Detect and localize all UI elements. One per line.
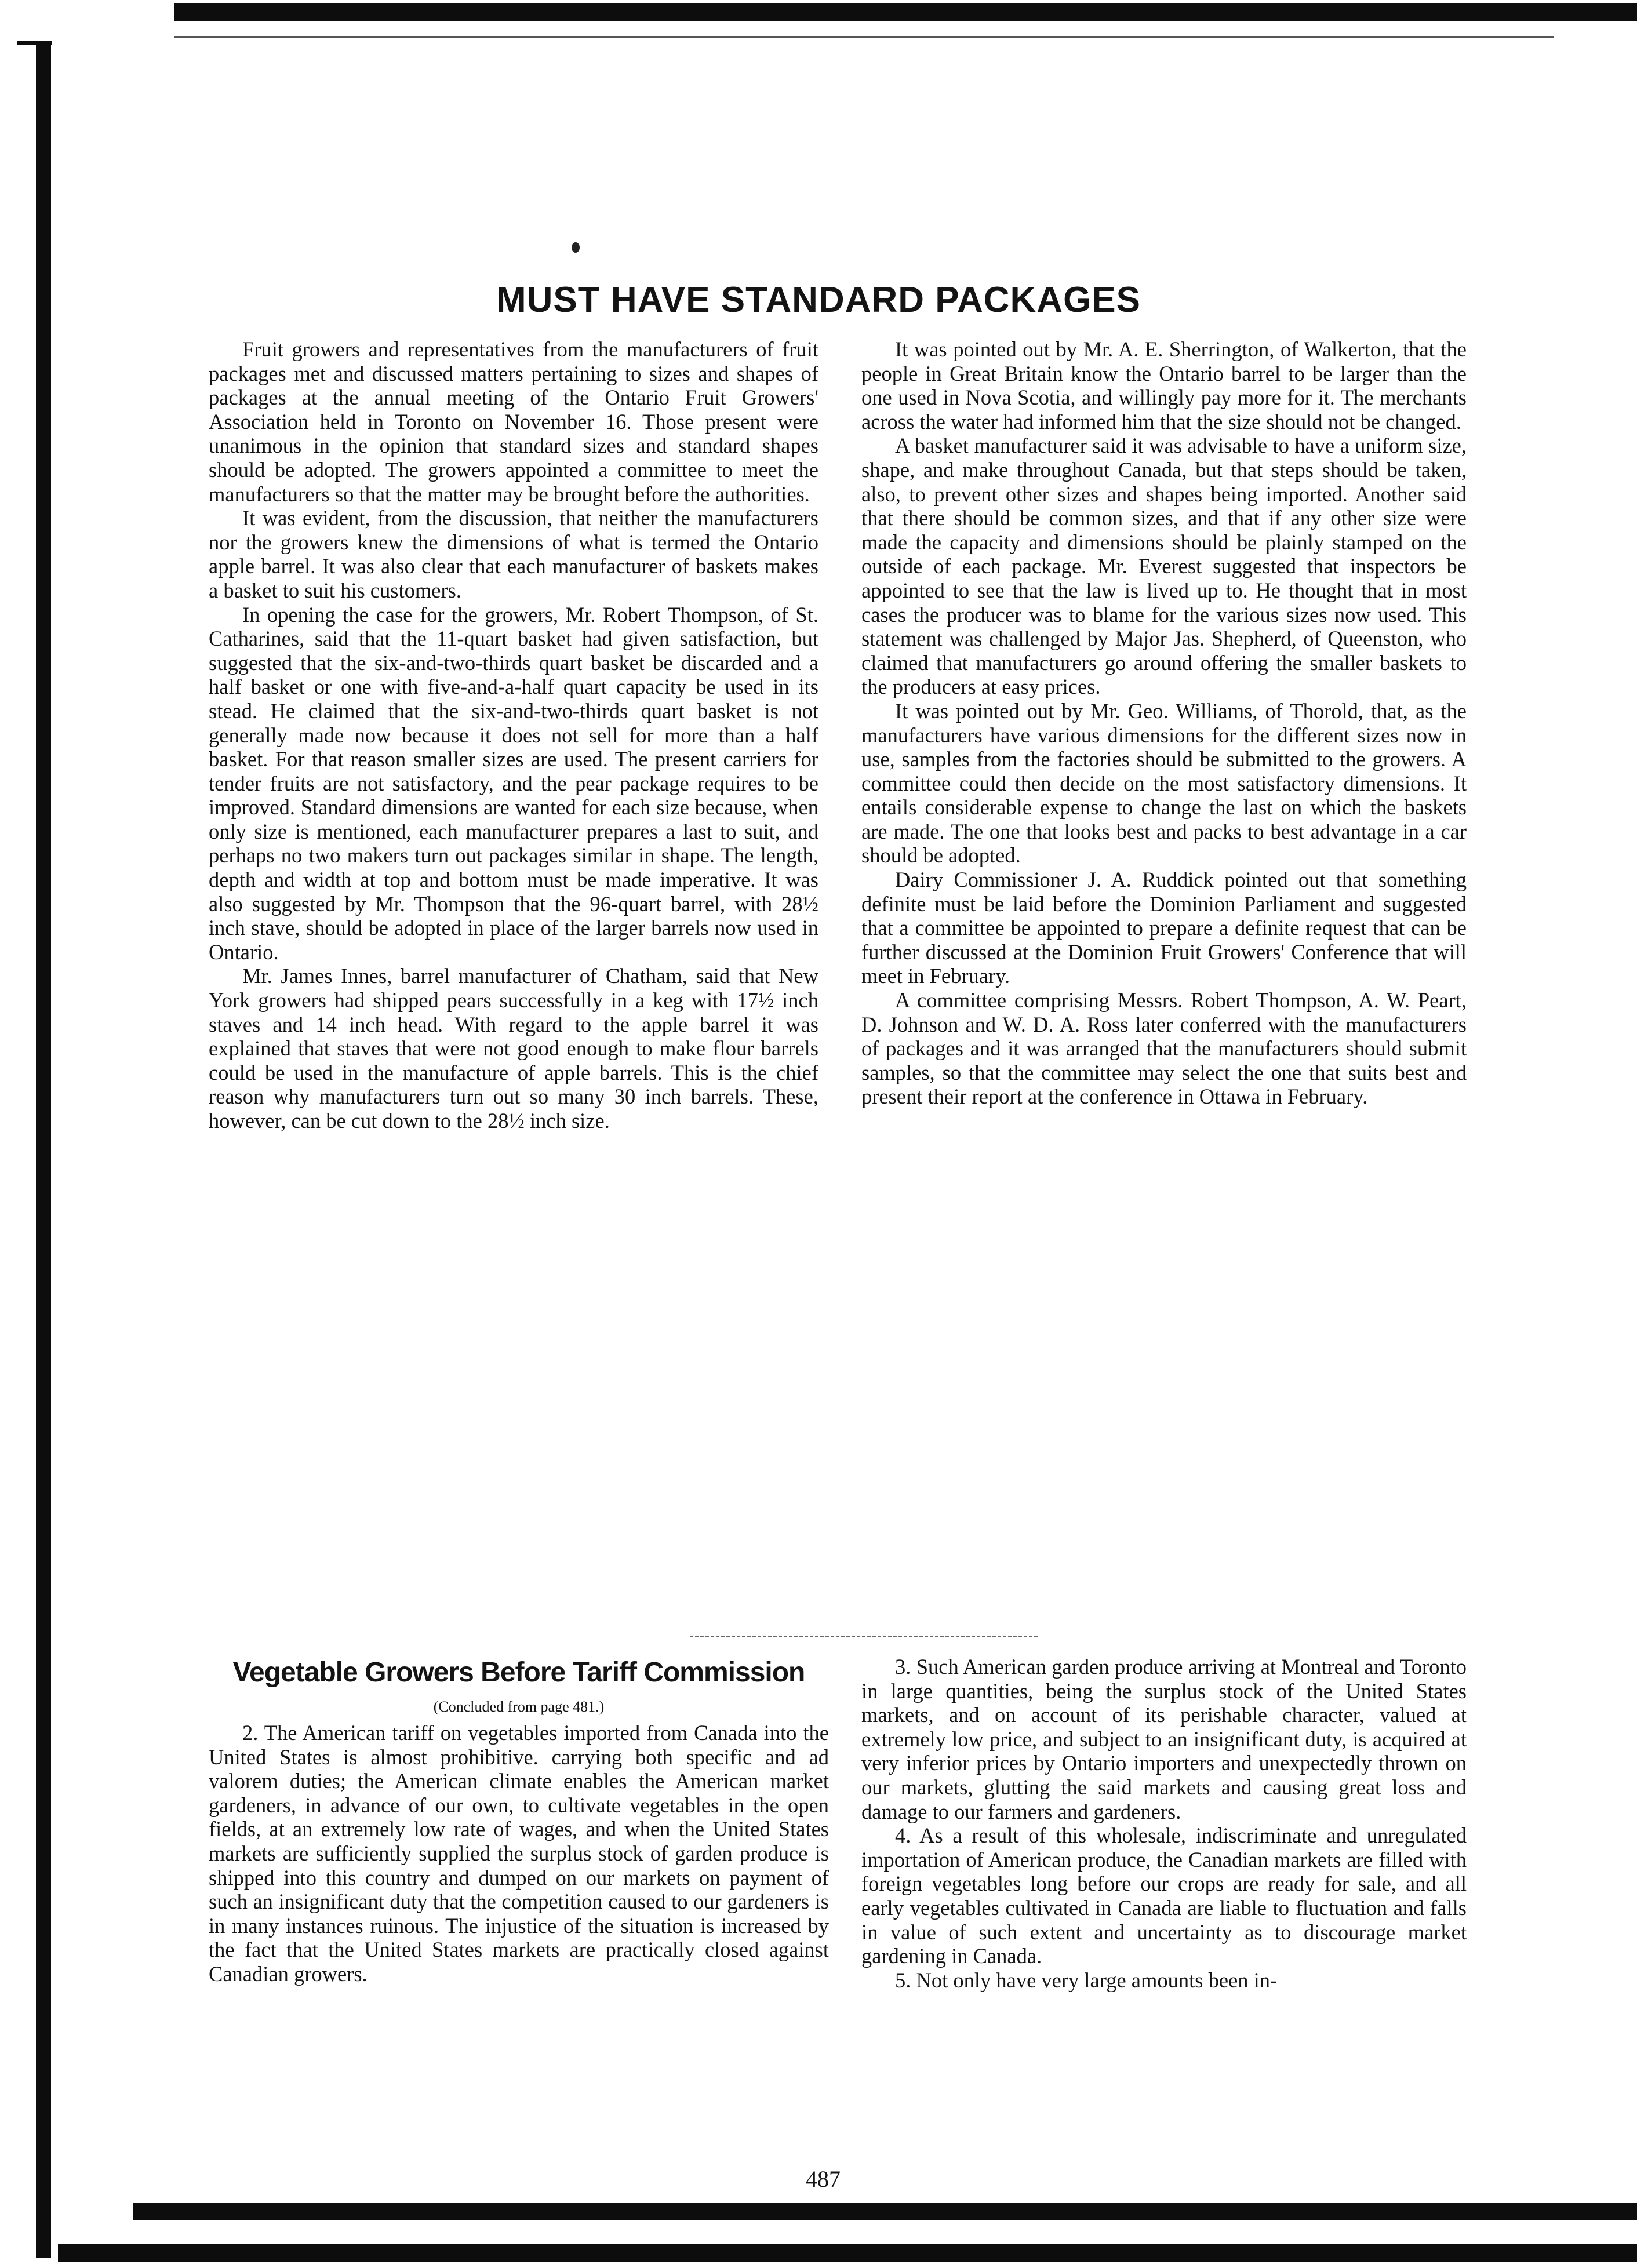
continuation-note: (Concluded from page 481.) <box>433 1698 605 1715</box>
bottom-edge-rule <box>58 2244 1637 2262</box>
article-paragraph: It was evident, from the discussion, that neither the manufacturers nor the growers knew the dimensions of what is termed the Ontario apple barrel. It was also clear that each manufacturer of baskets makes a basket to suit his customers. <box>209 506 818 602</box>
bottom-border-rule <box>133 2203 1637 2220</box>
left-border-rule <box>36 44 51 2258</box>
top-thin-rule <box>174 36 1554 38</box>
section-column-left <box>209 1655 829 1986</box>
article-paragraph: Fruit growers and representatives from the manufacturers of fruit packages met and discussed matters pertaining to sizes and shapes of packages at the annual meeting of the Ontario Fruit Growers' Association held in Toronto on November 16. Those present were unanimous in the opinion that standard sizes and standard shapes should be adopted. The growers appointed a committee to meet the manufacturers so that the matter may be brought before the authorities. <box>209 337 818 506</box>
section-paragraph: 5. Not only have very large amounts been in- <box>895 1968 1278 1992</box>
article-paragraph: A committee comprising Messrs. Robert Thompson, A. W. Peart, D. Johnson and W. D. A. Ross later conferred with the manufacturers of packages and it was arranged that the manufacturers should submit samples, so that the committee may select the one that suits best and present their report at the conference in Ottawa in February. <box>861 988 1467 1109</box>
article-column-right <box>861 337 1467 1109</box>
section-paragraph: 3. Such American garden produce arriving at Montreal and Toronto in large quantities, being the surplus stock of the United States markets, and on account of its perishable character, valued at extremely low price, and subject to an insignificant duty, is acquired at very inferior prices by Ontario importers and unexpectedly thrown on our markets, glutting the said markets and causing great loss and damage to our farmers and gardeners. <box>861 1655 1467 1823</box>
article-paragraph: Dairy Commissioner J. A. Ruddick pointed out that something definite must be laid before the Dominion Parliament and suggested that a committee be appointed to prepare a definite request that can be further discussed at the Dominion Fruit Growers' Conference that will meet in February. <box>861 868 1467 988</box>
article-column-left <box>209 337 818 1133</box>
article-paragraph: A basket manufacturer said it was advisable to have a uniform size, shape, and make throughout Canada, but that steps should be taken, also, to prevent other sizes and shapes being imported. Another said that there should be common sizes, and that if any other size were made the capacity and dimensions should be plainly stamped on the outside of each package. Mr. Everest suggested that inspectors be appointed to see that the law is lived up to. He thought that in most cases the producer was to blame for the various sizes now used. This statement was challenged by Major Jas. Shepherd, of Queenston, who claimed that manufacturers go around offering the smaller baskets to the producers at easy prices. <box>861 434 1467 699</box>
article-title: MUST HAVE STANDARD PACKAGES <box>496 280 1141 320</box>
section-paragraph: 2. The American tariff on vegetables imported from Canada into the United States is almost prohibitive. carrying both specific and ad valorem duties; the American climate enables the American market gardeners, in advance of our own, to cultivate vegetables in the open fields, at an extremely low rate of wages, and when the United States markets are sufficiently supplied the surplus stock of garden produce is shipped into this country and dumped on our markets on payment of such an insignificant duty that the competition caused to our gardeners is in many instances ruinous. The injustice of the situation is increased by the fact that the United States markets are practically closed against Canadian growers. <box>209 1721 829 1986</box>
article-paragraph: It was pointed out by Mr. Geo. Williams, of Thorold, that, as the manufacturers have various dimensions for the different sizes now in use, samples from the factories should be submitted to the growers. A committee could then decide on the most satisfactory dimensions. It entails considerable expense to change the last on which the baskets are made. The one that looks best and packs to best advantage in a car should be adopted. <box>861 698 1467 868</box>
section-paragraph: 4. As a result of this wholesale, indiscriminate and unregulated importation of American produce, the Canadian markets are filled with foreign vegetables long before our crops are ready for sale, and all early vegetables cultivated in Canada are liable to fluctuation and falls in value of such extent and uncertainty as to discourage market gardening in Canada. <box>861 1823 1467 1968</box>
section-column-right <box>861 1655 1467 1992</box>
page-number: 487 <box>806 2166 841 2192</box>
ornament-dot <box>572 242 580 253</box>
section-title: Vegetable Growers Before Tariff Commission <box>232 1657 805 1688</box>
article-paragraph: Mr. James Innes, barrel manufacturer of Chatham, said that New York growers had shipped pears successfully in a keg with 17½ inch staves and 14 inch head. With regard to the apple barrel it was explained that staves that were not good enough to make flour barrels could be used in the manufacture of apple barrels. This is the chief reason why manufacturers turn out so many 30 inch barrels. These, however, can be cut down to the 28½ inch size. <box>209 964 818 1133</box>
section-divider <box>690 1636 1038 1637</box>
article-paragraph: It was pointed out by Mr. A. E. Sherrington, of Walkerton, that the people in Great Britain know the Ontario barrel to be larger than the one used in Nova Scotia, and willingly pay more for it. The merchants across the water had informed him that the size should not be changed. <box>861 337 1467 434</box>
article-paragraph: In opening the case for the growers, Mr. Robert Thompson, of St. Catharines, said that the 11-quart basket had given satisfaction, but suggested that the six-and-two-thirds quart basket be discarded and a half basket or one with five-and-a-half quart capacity be used in its stead. He claimed that the six-and-two-thirds quart basket is not generally made now because it does not sell for more than a half basket. For that reason smaller sizes are used. The present carriers for tender fruits are not satisfactory, and the pear package requires to be improved. Standard dimensions are wanted for each size because, when only size is mentioned, each manufacturer prepares a last to suit, and perhaps no two makers turn out packages similar in shape. The length, depth and width at top and bottom must be made imperative. It was also suggested by Mr. Thompson that the 96-quart barrel, with 28½ inch stave, should be adopted in place of the larger barrels now used in Ontario. <box>209 602 818 964</box>
top-border-rule <box>174 3 1637 21</box>
